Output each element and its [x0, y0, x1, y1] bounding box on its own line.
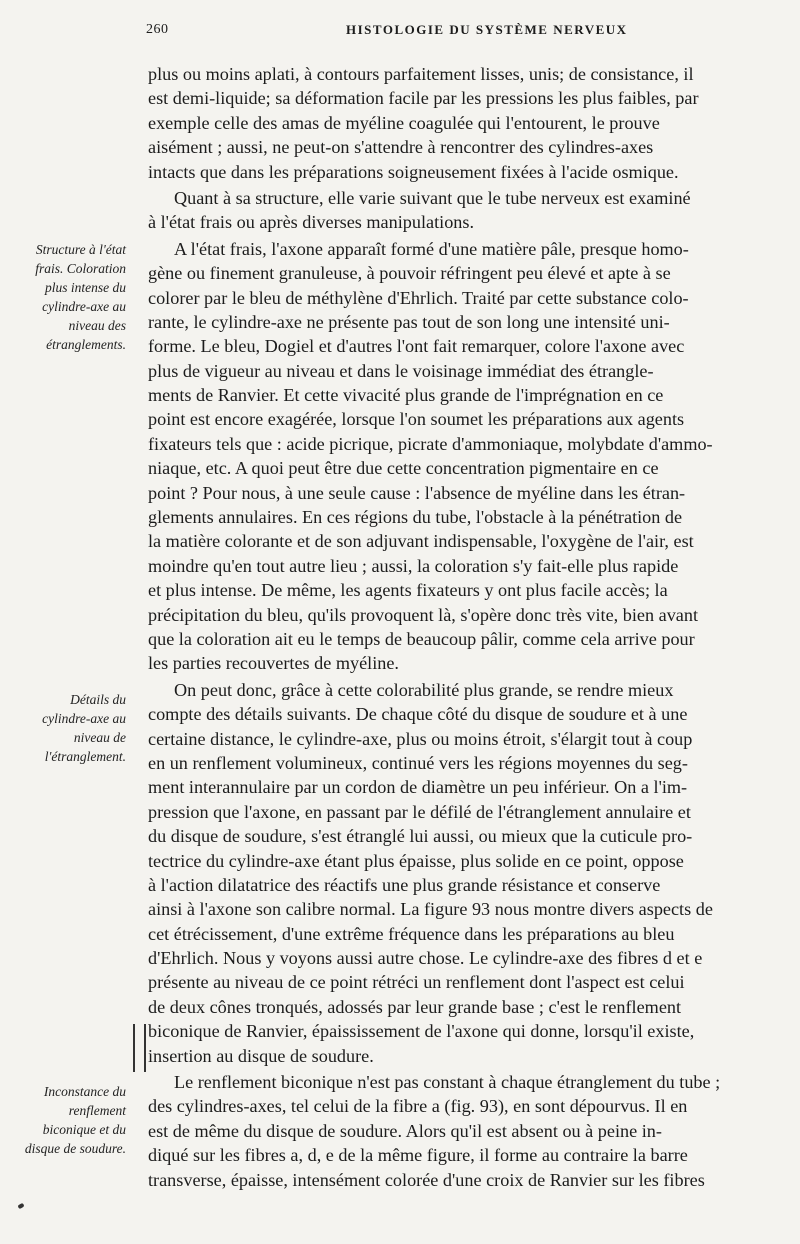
text-line: cet étrécissement, d'une extrême fréquence dans les préparations au bleu [148, 923, 675, 944]
text-line: Quant à sa structure, elle varie suivant que le tube nerveux est examiné [174, 187, 691, 208]
text-line: moindre qu'en tout autre lieu ; aussi, la coloration s'y fait-elle plus rapide [148, 555, 679, 576]
running-head: HISTOLOGIE DU SYSTÈME NERVEUX [346, 22, 628, 37]
text-line: précipitation du bleu, qu'ils provoquent là, s'opère donc très vite, bien avant [148, 604, 699, 625]
text-line: les parties recouvertes de myéline. [148, 653, 399, 674]
text-line: plus ou moins aplati, à contours parfaitement lisses, unis; de consistance, il [148, 64, 694, 84]
text-line: colorer par le bleu de méthylène d'Ehrlich. Traité par cette substance colo- [148, 287, 689, 308]
text-line: plus de vigueur au niveau et dans le voisinage immédiat des étrangle- [148, 360, 654, 381]
paragraph-2 [148, 186, 778, 235]
body-text [148, 62, 778, 1194]
text-line: des cylindres-axes, tel celui de la fibre a (fig. 93), en sont dépourvus. Il en [148, 1096, 688, 1117]
text-line: aisément ; aussi, ne peut-on s'attendre à rencontrer des cylindres-axes [148, 137, 654, 158]
text-line: compte des détails suivants. De chaque côté du disque de soudure et à une [148, 704, 688, 725]
text-line: de deux cônes tronqués, adossés par leur grande base ; c'est le renflement [148, 996, 682, 1017]
text-line: intacts que dans les préparations soigneusement fixées à l'acide osmique. [148, 161, 679, 182]
text-line: biconique de Ranvier, épaississement de l'axone qui donne, lorsqu'il existe, [148, 1021, 695, 1042]
text-line: point est encore exagérée, lorsque l'on soumet les préparations aux agents [148, 409, 685, 430]
text-line: transverse, épaisse, intensément colorée d'une croix de Ranvier sur les fibres [148, 1169, 705, 1190]
text-line: A l'état frais, l'axone apparaît formé d'une matière pâle, presque homo- [174, 238, 689, 259]
paragraph-5 [148, 1070, 778, 1192]
text-line: glements annulaires. En ces régions du tube, l'obstacle à la pénétration de [148, 507, 683, 528]
text-line: exemple celle des amas de myéline coagulée qui l'entourent, le prouve [148, 112, 660, 133]
text-line: rante, le cylindre-axe ne présente pas tout de son long une intensité uni- [148, 311, 670, 332]
margin-note-structure: Structure à l'état frais. Coloration plus intense du cylindre-axe au niveau des étranglements. [35, 242, 126, 352]
text-line: Le renflement biconique n'est pas constant à chaque étranglement du tube ; [174, 1072, 721, 1093]
text-line: pression que l'axone, en passant par le défilé de l'étranglement annulaire et [148, 801, 691, 822]
text-line: tectrice du cylindre-axe étant plus épaisse, plus solide en ce point, oppose [148, 850, 684, 871]
text-line: certaine distance, le cylindre-axe, plus ou moins étroit, s'élargit tout à coup [148, 728, 693, 749]
text-line: à l'action dilatatrice des réactifs une plus grande résistance et conserve [148, 874, 661, 895]
text-line: gène ou finement granuleuse, à pouvoir réfringent peu élevé et apte à se [148, 263, 671, 284]
page-number: 260 [146, 22, 169, 37]
text-line: à l'état frais ou après diverses manipulations. [148, 212, 475, 233]
paragraph-3 [148, 237, 778, 676]
text-line: ainsi à l'axone son calibre normal. La figure 93 nous montre divers aspects de [148, 899, 713, 920]
text-line: ments de Ranvier. Et cette vivacité plus grande de l'imprégnation en ce [148, 385, 664, 406]
text-line: niaque, etc. A quoi peut être due cette concentration pigmentaire en ce [148, 458, 659, 479]
text-line: fixateurs tels que : acide picrique, picrate d'ammoniaque, molybdate d'ammo- [148, 433, 713, 454]
text-line: que la coloration ait eu le temps de beaucoup pâlir, comme cela arrive pour [148, 628, 695, 649]
text-line: en un renflement volumineux, continué vers les régions moyennes du seg- [148, 752, 688, 773]
text-line: est de même du disque de soudure. Alors qu'il est absent ou à peine in- [148, 1120, 662, 1141]
text-line: et plus intense. De même, les agents fixateurs y ont plus facile accès; la [148, 580, 668, 601]
text-line: présente au niveau de ce point rétréci un renflement dont l'aspect est celui [148, 972, 685, 993]
text-line: d'Ehrlich. Nous y voyons aussi autre chose. Le cylindre-axe des fibres d et e [148, 948, 703, 969]
text-line: du disque de soudure, s'est étranglé lui aussi, ou mieux que la cuticule pro- [148, 826, 693, 847]
paragraph-1 [148, 62, 778, 184]
text-line: est demi-liquide; sa déformation facile par les pressions les plus faibles, par [148, 88, 699, 109]
text-line: On peut donc, grâce à cette colorabilité plus grande, se rendre mieux [174, 679, 674, 700]
handwritten-margin-bar [133, 1024, 146, 1072]
text-line: diqué sur les fibres a, d, e de la même figure, il forme au contraire la barre [148, 1145, 688, 1166]
margin-note-inconstance: Inconstance du renflement biconique et du disque de soudure. [24, 1084, 126, 1156]
text-line: ment interannulaire par un cordon de diamètre un peu inférieur. On a l'im- [148, 777, 688, 798]
text-line: la matière colorante et de son adjuvant indispensable, l'oxygène de l'air, est [148, 531, 694, 552]
text-line: insertion au disque de soudure. [148, 1045, 374, 1066]
text-line: forme. Le bleu, Dogiel et d'autres l'ont fait remarquer, colore l'axone avec [148, 336, 685, 357]
paragraph-4 [148, 678, 778, 1068]
page-header [146, 22, 776, 44]
text-line: point ? Pour nous, à une seule cause : l'absence de myéline dans les étran- [148, 482, 686, 503]
margin-note-details: Détails du cylindre-axe au niveau de l'étranglement. [42, 692, 126, 764]
ink-mark [17, 1203, 24, 1209]
